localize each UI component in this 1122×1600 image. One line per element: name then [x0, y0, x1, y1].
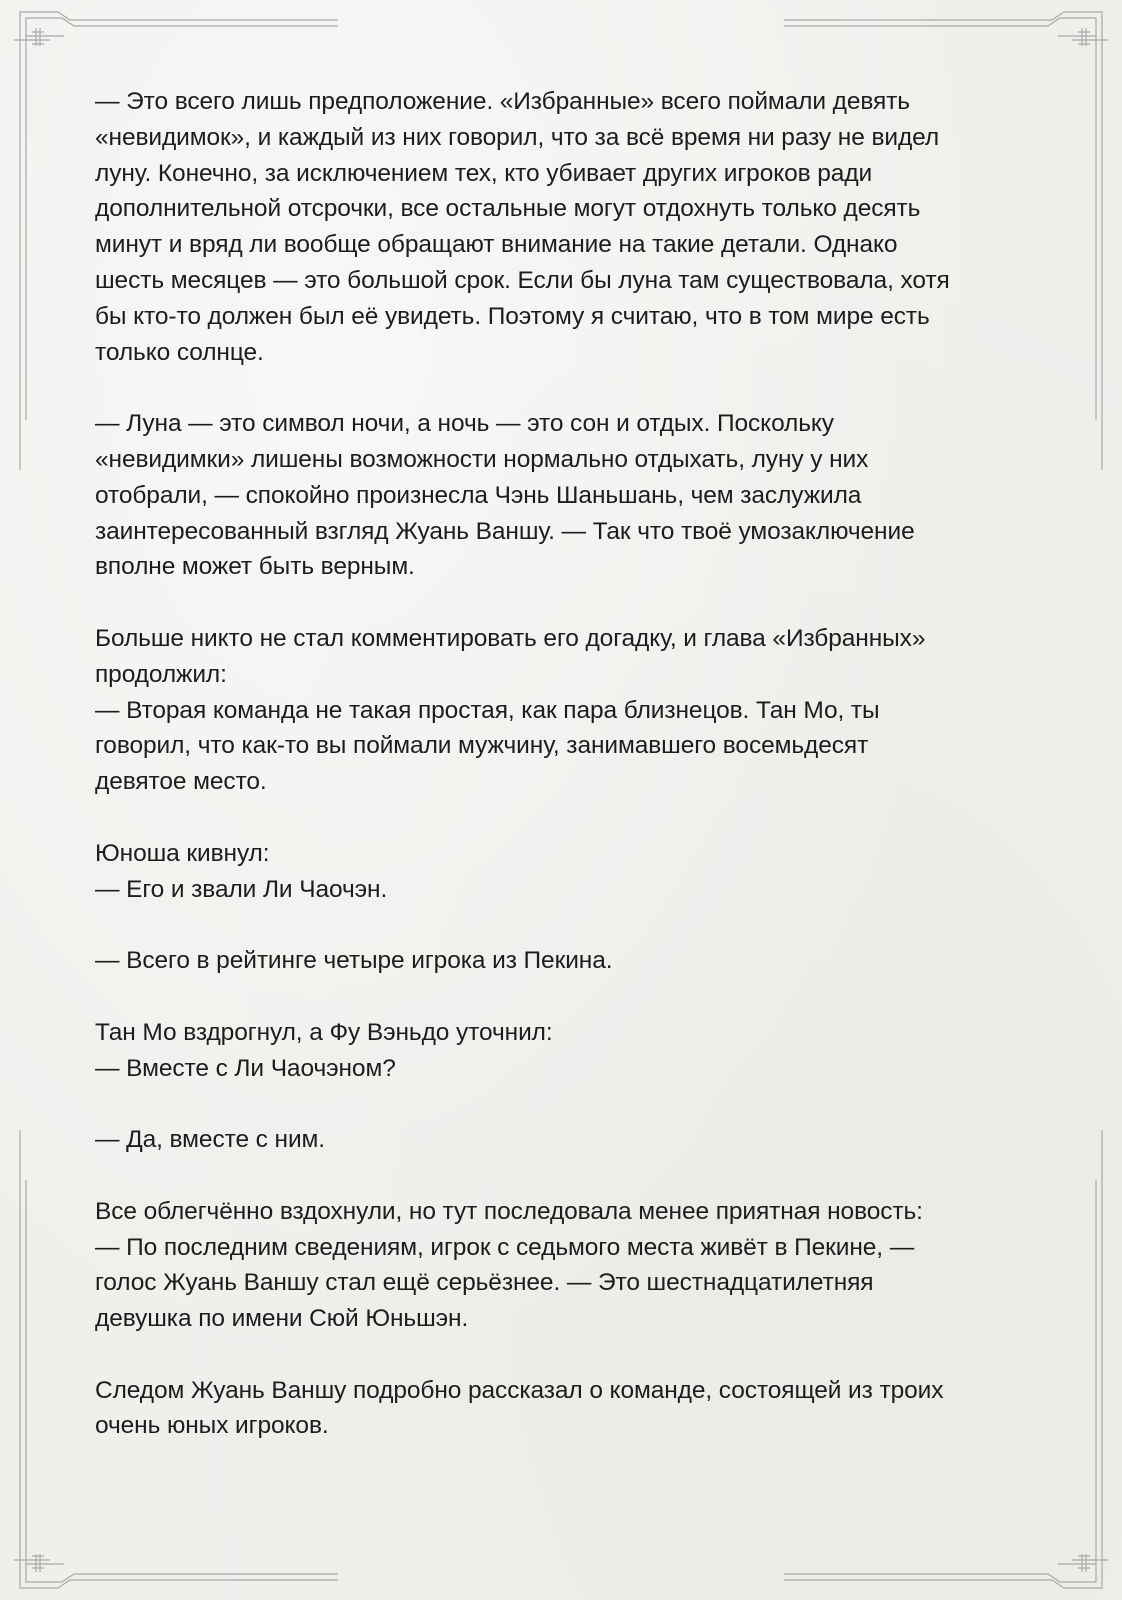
text-line: заинтересованный взгляд Жуань Ваншу. — Так что твоё умозаключение [95, 517, 915, 545]
text-line: Следом Жуань Ваншу подробно рассказал о команде, состоящей из троих [95, 1376, 944, 1404]
text-line: — Всего в рейтинге четыре игрока из Пекина. [95, 947, 613, 975]
text-line: минут и вряд ли вообще обращают внимание на такие детали. Однако [95, 231, 898, 259]
text-line: Все облегчённо вздохнули, но тут последовала менее приятная новость: [95, 1197, 923, 1225]
text-line: — Луна — это символ ночи, а ночь — это сон и отдых. Поскольку [95, 410, 834, 438]
text-line: Больше никто не стал комментировать его догадку, и глава «Избранных» [95, 624, 926, 652]
body-text [95, 84, 1035, 1480]
text-line: очень юных игроков. [95, 1412, 329, 1440]
text-line: Юноша кивнул: [95, 839, 270, 867]
text-line: продолжил: [95, 660, 227, 688]
paragraph-3 [95, 621, 1035, 800]
text-line: бы кто-то должен был её увидеть. Поэтому я считаю, что в том мире есть [95, 302, 930, 330]
text-line: только солнце. [95, 338, 264, 366]
text-line: девушка по имени Сюй Юньшэн. [95, 1305, 469, 1333]
text-line: — Это всего лишь предположение. «Избранные» всего поймали девять [95, 88, 910, 115]
text-line: дополнительной отсрочки, все остальные могут отдохнуть только десять [95, 195, 921, 223]
paragraph-4 [95, 836, 1035, 908]
text-line: — Его и звали Ли Чаочэн. [95, 875, 388, 903]
text-line: шесть месяцев — это большой срок. Если бы луна там существовала, хотя [95, 266, 950, 294]
text-line: «невидимки» лишены возможности нормально отдыхать, луну у них [95, 445, 869, 473]
text-line: — По последним сведениям, игрок с седьмого места живёт в Пекине, — [95, 1233, 915, 1261]
text-line: отобрали, — спокойно произнесла Чэнь Шаньшань, чем заслужила [95, 481, 862, 509]
text-line: луну. Конечно, за исключением тех, кто убивает других игроков ради [95, 159, 873, 187]
text-line: — Вторая команда не такая простая, как пара близнецов. Тан Мо, ты [95, 696, 880, 724]
paragraph-2 [95, 406, 1035, 585]
paragraph-9 [95, 1373, 1035, 1445]
text-line: девятое место. [95, 768, 267, 796]
paragraph-8 [95, 1194, 1035, 1337]
text-line: вполне может быть верным. [95, 553, 415, 581]
text-line: Тан Мо вздрогнул, а Фу Вэньдо уточнил: [95, 1018, 553, 1046]
text-line: говорил, что как-то вы поймали мужчину, занимавшего восемьдесят [95, 732, 869, 760]
paragraph-1 [95, 84, 1035, 370]
paragraph-6 [95, 1015, 1035, 1087]
text-line: голос Жуань Ваншу стал ещё серьёзнее. — Это шестнадцатилетняя [95, 1269, 874, 1297]
text-line: — Вместе с Ли Чаочэном? [95, 1054, 396, 1082]
paragraph-7 [95, 1122, 1035, 1158]
text-line: — Да, вместе с ним. [95, 1126, 326, 1154]
paragraph-5 [95, 943, 1035, 979]
text-line: «невидимок», и каждый из них говорил, что за всё время ни разу не видел [95, 123, 940, 151]
